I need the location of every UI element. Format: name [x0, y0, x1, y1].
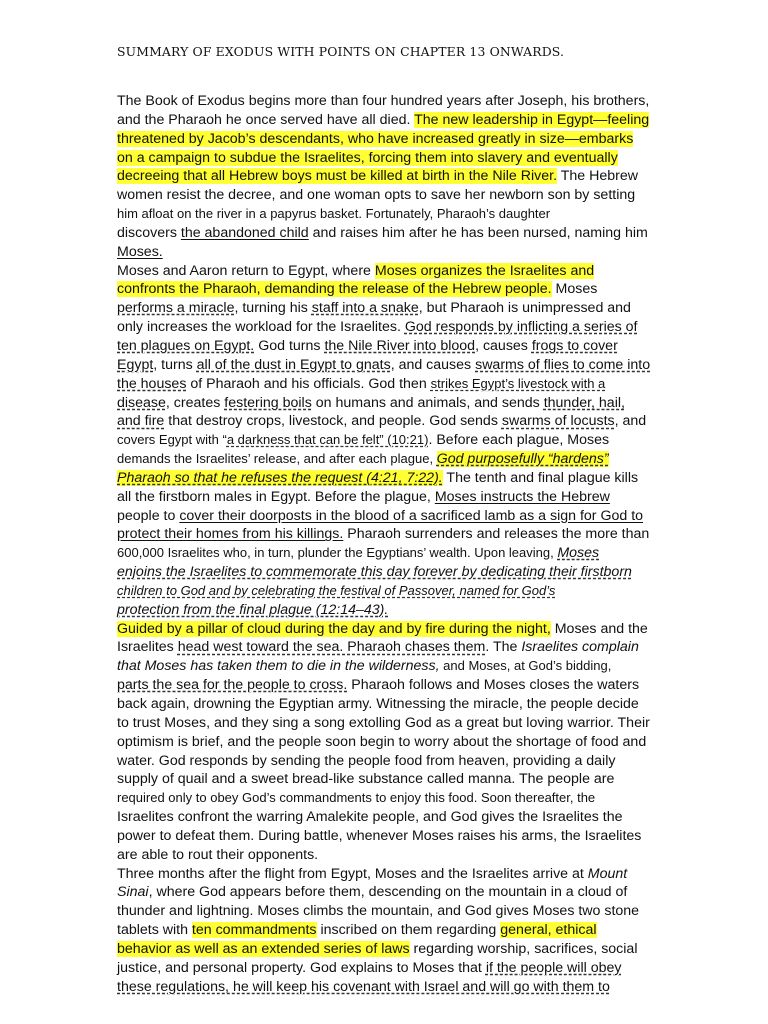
highlighted-text: on a campaign to subdue the Israelites, forcing them into slavery and eventually: [117, 149, 618, 166]
text-run: of Pharaoh and his officials. God then: [186, 375, 431, 392]
text-line: [117, 902, 657, 921]
text-line: [117, 469, 657, 488]
highlighted-text: confronts the Pharaoh, demanding the release of the Hebrew people.: [117, 281, 552, 298]
text-line: [117, 714, 657, 733]
text-run: God turns: [254, 337, 325, 354]
highlighted-text: Guided by a pillar of cloud during the day and by fire during the night,: [117, 620, 551, 637]
text-run: discovers: [117, 224, 181, 241]
text-line: [117, 733, 657, 752]
marked-text: protection from the final plague (12:14–43).: [117, 601, 389, 618]
underlined-text: cover their doorposts in the blood of a sacrificed lamb as a sign for God to: [179, 507, 644, 524]
text-line: [117, 770, 657, 789]
text-line: [117, 318, 657, 337]
marked-text: festering boils: [224, 394, 312, 411]
text-line: [117, 657, 657, 676]
text-line: [117, 544, 657, 563]
text-run: , creates: [165, 394, 225, 411]
underlined-text: Moses.: [117, 243, 163, 260]
text-run: inscribed on them regarding: [316, 922, 501, 939]
text-run: The tenth and final plague kills: [442, 469, 639, 486]
text-line: [117, 243, 657, 262]
text-run: . The: [485, 639, 522, 656]
marked-text: staff into a snake: [311, 300, 419, 317]
text-line: [117, 299, 657, 318]
text-line: [117, 676, 657, 695]
text-line: [117, 808, 657, 827]
text-run: , where God appears before them, descending on the mountain in a cloud of: [148, 884, 628, 901]
text-line: [117, 582, 657, 601]
marked-text: thunder, hail,: [543, 394, 625, 411]
marked-text: and fire: [117, 413, 165, 430]
text-line: [117, 488, 657, 507]
marked-text: swarms of locusts: [501, 413, 615, 430]
marked-text: frogs to cover: [531, 337, 618, 354]
marked-text: the Nile River into blood: [324, 337, 476, 354]
text-line: [117, 149, 657, 168]
text-run: supply of quail and a sweet bread-like substance called manna. The people are: [117, 771, 615, 788]
text-line: [117, 224, 657, 243]
text-run: that Moses has taken them to die in the wilderness,: [117, 658, 440, 675]
text-run: Pharaoh follows and Moses closes the waters: [347, 677, 640, 694]
text-line: [117, 638, 657, 657]
page-title: SUMMARY OF EXODUS WITH POINTS ON CHAPTER 13 ONWARDS.: [117, 44, 565, 59]
text-line: [117, 789, 657, 808]
marked-text: strikes Egypt’s livestock with a: [430, 375, 606, 391]
text-line: [117, 865, 657, 884]
highlighted-text: God purposefully “hardens”: [436, 451, 609, 468]
text-line: [117, 280, 657, 299]
text-run: Three months after the flight from Egypt, Moses and the Israelites arrive at: [117, 865, 588, 882]
text-line: [117, 959, 657, 978]
text-run: . Before each plague, Moses: [428, 432, 610, 449]
text-run: 600,000 Israelites who, in turn, plunder the Egyptians’ wealth. Upon leaving,: [117, 545, 558, 561]
text-run: Sinai: [117, 884, 149, 901]
highlighted-text: Moses organizes the Israelites and: [374, 262, 595, 279]
text-run: Israelites: [117, 639, 178, 656]
highlighted-text: ten commandments: [191, 922, 317, 939]
marked-text: performs a miracle: [117, 300, 235, 317]
text-run: , and: [614, 413, 647, 430]
text-line: [117, 525, 657, 544]
text-run: , but Pharaoh is unimpressed and: [418, 300, 631, 317]
highlighted-text: Pharaoh so that he refuses the request (4:21, 7:22).: [117, 469, 443, 486]
text-run: power to defeat them. During battle, whenever Moses raises his arms, the Israelites: [117, 827, 642, 844]
text-run: covers Egypt with “: [117, 432, 227, 448]
text-line: [117, 978, 657, 997]
text-run: that destroy crops, livestock, and people. God sends: [164, 413, 502, 430]
text-run: are able to rout their opponents.: [117, 846, 319, 863]
text-line: [117, 921, 657, 940]
marked-text: swarms of flies to come into: [475, 356, 651, 373]
highlighted-text: threatened by Jacob’s descendants, who have increased greatly in size—embarks: [117, 130, 634, 147]
marked-text: a darkness that can be felt” (10:21): [226, 432, 429, 448]
underlined-text: protect their homes from his killings.: [117, 526, 344, 543]
text-run: Israelites confront the warring Amalekite people, and God gives the Israelites the: [117, 809, 623, 826]
text-line: [117, 940, 657, 959]
text-run: The Book of Exodus begins more than four hundred years after Joseph, his brothers,: [117, 93, 650, 109]
marked-text: the houses: [117, 375, 187, 392]
text-line: [117, 412, 657, 431]
marked-text: these regulations, he will keep his covenant with Israel and will go with them to: [117, 978, 610, 995]
text-run: , turns: [153, 356, 197, 373]
text-line: [117, 167, 657, 186]
text-run: all the firstborn males in Egypt. Before the plague,: [117, 488, 435, 505]
text-run: only increases the workload for the Israelites.: [117, 319, 405, 336]
text-line: [117, 130, 657, 149]
text-line: [117, 827, 657, 846]
marked-text: parts the sea for the people to cross.: [117, 677, 348, 694]
text-line: [117, 507, 657, 526]
marked-text: children to God and by celebrating the festival of Passover, named for God’s: [117, 582, 556, 598]
text-line: [117, 620, 657, 639]
text-run: and Moses, at God’s bidding,: [439, 658, 612, 674]
marked-text: if the people will obey: [485, 959, 622, 976]
text-line: [117, 92, 657, 111]
text-run: justice, and personal property. God explains to Moses that: [117, 959, 486, 976]
text-line: [117, 883, 657, 902]
text-run: required only to obey God’s commandments to enjoy this food. Soon thereafter, the: [117, 790, 596, 806]
text-run: Moses and Aaron return to Egypt, where: [117, 262, 375, 279]
marked-text: disease: [117, 394, 166, 411]
text-line: [117, 205, 657, 224]
text-run: optimism is brief, and the people soon begin to worry about the shortage of food and: [117, 733, 647, 750]
marked-text: all of the dust in Egypt to gnats: [196, 356, 391, 373]
text-line: [117, 450, 657, 469]
marked-text: God responds by inflicting a series of: [404, 319, 638, 336]
text-run: back again, drowning the Egyptian army. Witnessing the miracle, the people decide: [117, 696, 639, 712]
text-line: [117, 111, 657, 130]
marked-text: Moses: [557, 545, 600, 562]
marked-text: head west toward the sea. Pharaoh chases them: [177, 639, 486, 656]
text-run: Mount: [587, 865, 628, 882]
highlighted-text: decreeing that all Hebrew boys must be killed at birth in the Nile River.: [117, 168, 558, 185]
text-run: Moses and the: [550, 620, 648, 637]
text-line: [117, 375, 657, 394]
marked-text: enjoins the Israelites to commemorate this day forever by dedicating their firstborn: [117, 564, 632, 581]
text-run: women resist the decree, and one woman opts to save her newborn son by setting: [117, 187, 636, 204]
underlined-text: Moses instructs the Hebrew: [434, 488, 610, 505]
text-run: on humans and animals, and sends: [311, 394, 544, 411]
highlighted-text: The new leadership in Egypt—feeling: [414, 111, 650, 128]
text-line: [117, 262, 657, 281]
text-line: [117, 337, 657, 356]
text-run: to trust Moses, and they sing a song extolling God as a great but loving warrior. Their: [117, 714, 650, 731]
text-run: thunder and lightning. Moses climbs the mountain, and God gives Moses two stone: [117, 903, 640, 920]
text-run: The Hebrew: [557, 168, 638, 185]
text-line: [117, 563, 657, 582]
text-run: and the Pharaoh he once served have all died.: [117, 111, 415, 128]
text-run: him afloat on the river in a papyrus basket. Fortunately, Pharaoh’s daughter: [117, 206, 551, 222]
highlighted-text: general, ethical: [500, 922, 597, 939]
marked-text: Egypt: [117, 356, 154, 373]
text-run: , turning his: [234, 300, 312, 317]
text-line: [117, 431, 657, 450]
text-line: [117, 356, 657, 375]
text-run: , and causes: [390, 356, 476, 373]
document-body: [117, 92, 657, 997]
text-run: Pharaoh surrenders and releases the more than: [343, 526, 650, 543]
text-line: [117, 846, 657, 865]
text-run: water. God responds by sending the people food from heaven, providing a daily: [117, 752, 616, 769]
text-run: , causes: [475, 337, 532, 354]
highlighted-text: behavior as well as an extended series of laws: [117, 940, 410, 957]
text-run: regarding worship, sacrifices, social: [409, 940, 638, 957]
text-line: [117, 601, 657, 620]
text-line: [117, 394, 657, 413]
text-run: people to: [117, 507, 180, 524]
text-run: Moses: [551, 281, 598, 298]
text-line: [117, 186, 657, 205]
text-line: [117, 752, 657, 771]
text-run: tablets with: [117, 922, 192, 939]
text-run: and raises him after he has been nursed, naming him: [308, 224, 648, 241]
text-run: Israelites complain: [521, 639, 639, 656]
marked-text: ten plagues on Egypt.: [117, 337, 255, 354]
text-line: [117, 695, 657, 714]
underlined-text: the abandoned child: [180, 224, 309, 241]
text-run: demands the Israelites’ release, and after each plague,: [117, 451, 437, 467]
